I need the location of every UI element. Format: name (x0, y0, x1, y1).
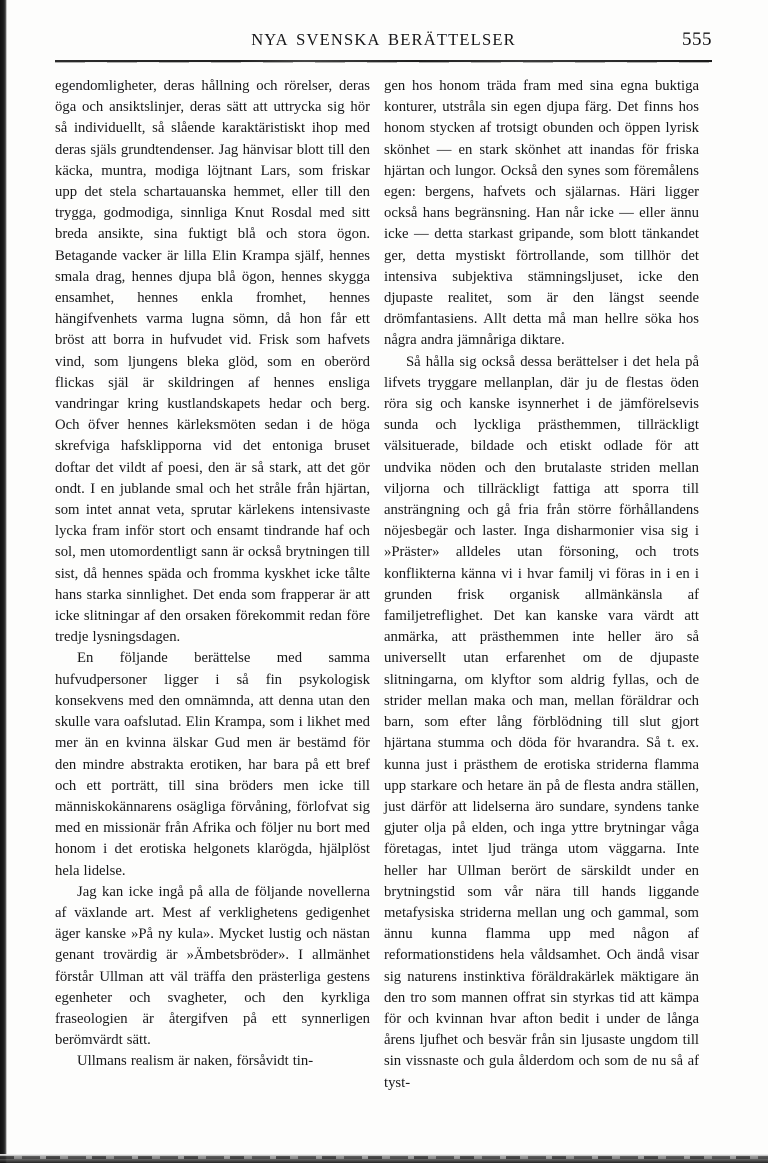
paragraph: Jag kan icke ingå på alla de följande novellerna af växlande art. Mest af verklighetens gedigenhet äger kanske »På ny kula». Mycket lustig och nästan genant trovärdig är »Ämbetsbröder». I allmänhet förstår Ullman att väl träffa den prästerliga gestens egenheter och svagheter, och den kyrkliga fraseologien är återgifven på ett synnerligen berömvärdt sätt. (55, 883, 370, 1049)
running-head (55, 30, 712, 56)
paragraph: Så hålla sig också dessa berättelser i det hela på lifvets tryggare mellanplan, där ju de flestas öden röra sig och kanske isynnerhet i de jämförelsevis sunda och lyckliga prästhemmen, tillräckligt välsituerade, bildade och etiskt odlade för att undvika nöden och den brutalaste striden mellan viljorna och tillräckligt fattiga att sporra till ansträngning och gå fria från större förhållandens nöjesbegär och laster. Inga disharmonier visa sig i »Präster» alldeles utan försoning, och trots konflikterna känna vi i hvar familj vi föras in i en i grunden frisk organisk allmänkänsla af familjetreflighet. Det kan kanske vara värdt att anmärka, att prästhemmen inte heller äro så universellt utan erfarenhet om de djupaste slitningarna, om klyftor som aldrig fyllas, och de strider mellan maka och man, mellan föräldrar och barn, som efter lång förblödning till slut gjort hjärtana stumma och döda för hvarandra. Så t. ex. kunna just i prästhem de erotiska striderna flamma upp starkare och hetare än på de flesta andra ställen, just därför att lidelserna äro sundare, syndens tanke gjuter olja på elden, och inga yttre brytningar våga företagas, intet ljud tränga utom väggarna. Inte heller har Ullman berört de särskildt under en brytningstid som vår nära till hands liggande metafysiska striderna mellan ung och gammal, som ännu kunna flamma upp med någon af reformationstidens hela våldsamhet. Och ändå visar sig naturens instinktiva föräldrakärlek mäktigare än den tro som mannen offrat sin styrkas tid att kämpa för och kvinnan hvar afton bedit i under de långa årens ljufhet och besvär från sin ljusaste ungdom till sin vissnaste och gula ålderdom och som de nu så af tyst- (384, 353, 699, 1091)
scan-edge-bottom (0, 1154, 768, 1163)
column-left (55, 76, 370, 1094)
paragraph: egendomligheter, deras hållning och rörelser, deras öga och ansiktslinjer, deras sätt att uttrycka sig hör så individuellt, så slående karaktäristiskt ihop med deras själs grundtendenser. Jag hänvisar blott till den käcka, muntra, modiga löjtnant Lars, som friskar upp det stela schartauanska hemmet, eller till den trygga, godmodiga, sinnliga Knut Rosdal med sitt breda ansikte, sina fuktigt blå och stora ögon. Betagande vacker är lilla Elin Krampa själf, hennes smala drag, hennes djupa blå ögon, hennes skygga ensamhet, hennes enkla fromhet, hennes hängifvenhets varma lugna sömn, då hon får ett bröst att borra in hufvudet vid. Frisk som hafvets vind, som ljungens bleka glöd, som en oberörd flickas själ är skildringen af hennes ensliga vandringar kring kustlandskapets hedar och berg. Och öfver hennes kärleksmöten sedan i de höga skrefviga hafsklipporna vid det entoniga bruset doftar det vildt af poesi, den är så stark, att det gör ondt. I en jublande smal och het stråle från hjärtan, som intet annat veta, sprutar kärlekens intensivaste lycka fram inför stort och ensamt tindrande haf och sol, men utomordentligt sann är också brytningen till sist, då hennes späda och fromma kyskhet icke tålte hans starka sinnlighet. Det enda som frapperar är att icke slitningar af den orsaken förekommit redan före tredje lysningsdagen. (55, 78, 370, 646)
header-rule (55, 60, 712, 62)
page-number: 555 (682, 29, 712, 50)
paragraph: gen hos honom träda fram med sina egna buktiga konturer, utstråla sin egen djupa färg. Det finns hos honom stycken af trotsigt obunden och öppen lyrisk skönhet — en stark skönhet att inandas för friska hjärtan och lungor. Också den synes som föremålens egen: bergens, hafvets och själarnas. Häri ligger också hans begränsning. Han når icke — eller ännu icke — detta starkast gripande, som blott tänkandet ger, detta mystiskt förtrollande, som tillhör det intensiva subjektiva stämningsljuset, icke den djupaste realitet, som är den längst seende drömfantasiens. Allt detta må man hellre söka hos några andra jämnåriga diktare. (384, 78, 699, 349)
page-title: NYA SVENSKA BERÄTTELSER (251, 30, 516, 49)
column-right (384, 76, 699, 1094)
scan-edge-left (0, 0, 7, 1163)
paragraph: Ullmans realism är naken, försåvidt tin- (77, 1053, 314, 1070)
text-body (55, 76, 712, 1094)
paragraph: En följande berättelse med samma hufvudpersoner ligger i så fin psykologisk konsekvens med den omnämnda, att denna utan den skulle vara oafslutad. Elin Krampa, som i likhet med mer än en kvinna älskar Gud men är bestämd för den mindre abstrakta erotiken, har bara på ett bref och ett porträtt, till sina bröders men icke till människokännarens osägliga förvåning, förlofvat sig med en missionär från Afrika och följer nu bort med honom i det erotiska helgonets klarögda, hjälplöst hela lidelse. (55, 650, 370, 879)
